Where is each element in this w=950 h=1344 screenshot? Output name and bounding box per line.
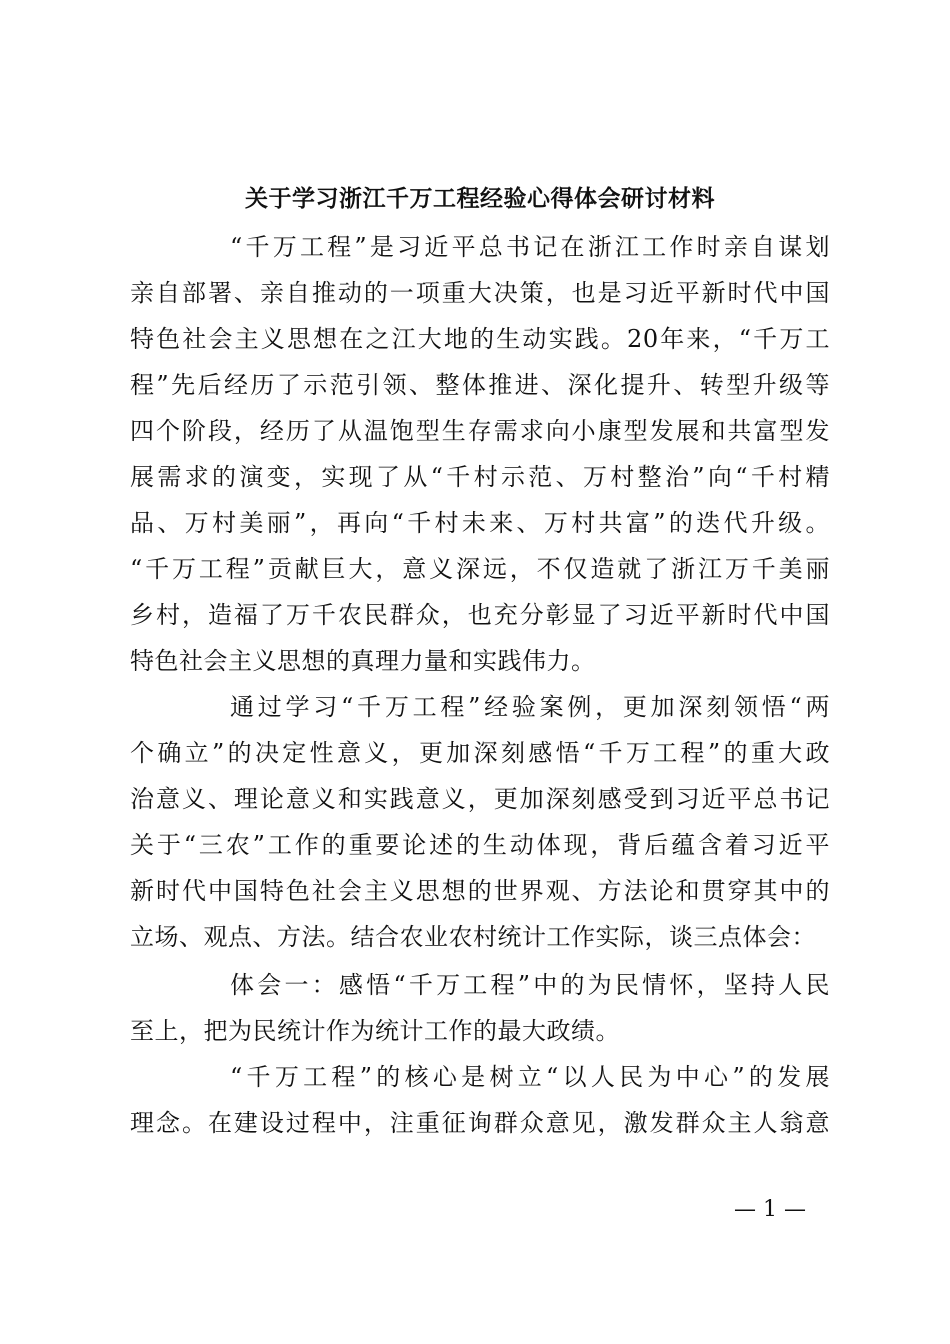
paragraph-line: 四个阶段，经历了从温饱型生存需求向小康型发展和共富型发 xyxy=(130,417,830,445)
paragraph-line: 个确立”的决定性意义，更加深刻感悟“千万工程”的重大政 xyxy=(130,739,830,767)
paragraph-line: 新时代中国特色社会主义思想的世界观、方法论和贯穿其中的 xyxy=(130,877,830,905)
paragraph-line: 立场、观点、方法。结合农业农村统计工作实际，谈三点体会： xyxy=(130,923,816,951)
paragraph-line: 展需求的演变，实现了从“千村示范、万村整治”向“千村精 xyxy=(130,463,830,491)
paragraph-line: 乡村，造福了万千农民群众，也充分彰显了习近平新时代中国 xyxy=(130,601,830,629)
paragraph-3 xyxy=(130,962,830,1054)
paragraph-line: “千万工程”贡献巨大，意义深远，不仅造就了浙江万千美丽 xyxy=(130,555,830,583)
paragraph-2 xyxy=(130,684,830,960)
paragraph-line: 程”先后经历了示范引领、整体推进、深化提升、转型升级等 xyxy=(130,371,830,399)
paragraph-line: 治意义、理论意义和实践意义，更加深刻感受到习近平总书记 xyxy=(130,785,830,813)
paragraph-line: 关于“三农”工作的重要论述的生动体现，背后蕴含着习近平 xyxy=(130,831,830,859)
page-number: — 1 — xyxy=(734,1197,806,1222)
paragraph-line: 理念。在建设过程中，注重征询群众意见，激发群众主人翁意 xyxy=(130,1109,830,1137)
paragraph-line: 特色社会主义思想的真理力量和实践伟力。 xyxy=(130,647,596,675)
paragraph-line: 亲自部署、亲自推动的一项重大决策，也是习近平新时代中国 xyxy=(130,279,830,307)
paragraph-line: “千万工程”是习近平总书记在浙江工作时亲自谋划 xyxy=(230,233,830,261)
paragraph-line: 体会一：感悟“千万工程”中的为民情怀，坚持人民 xyxy=(230,971,830,999)
paragraph-1 xyxy=(130,224,830,684)
paragraph-line: 品、万村美丽”，再向“千村未来、万村共富”的迭代升级。 xyxy=(130,509,830,537)
paragraph-4 xyxy=(130,1054,830,1146)
paragraph-line: 通过学习“千万工程”经验案例，更加深刻领悟“两 xyxy=(230,693,830,721)
paragraph-line: 特色社会主义思想在之江大地的生动实践。20年来，“千万工 xyxy=(130,325,830,353)
paragraph-line: 至上，把为民统计作为统计工作的最大政绩。 xyxy=(130,1017,620,1045)
paragraph-line: “千万工程”的核心是树立“以人民为中心”的发展 xyxy=(230,1063,830,1091)
document-title: 关于学习浙江千万工程经验心得体会研讨材料 xyxy=(245,186,715,212)
